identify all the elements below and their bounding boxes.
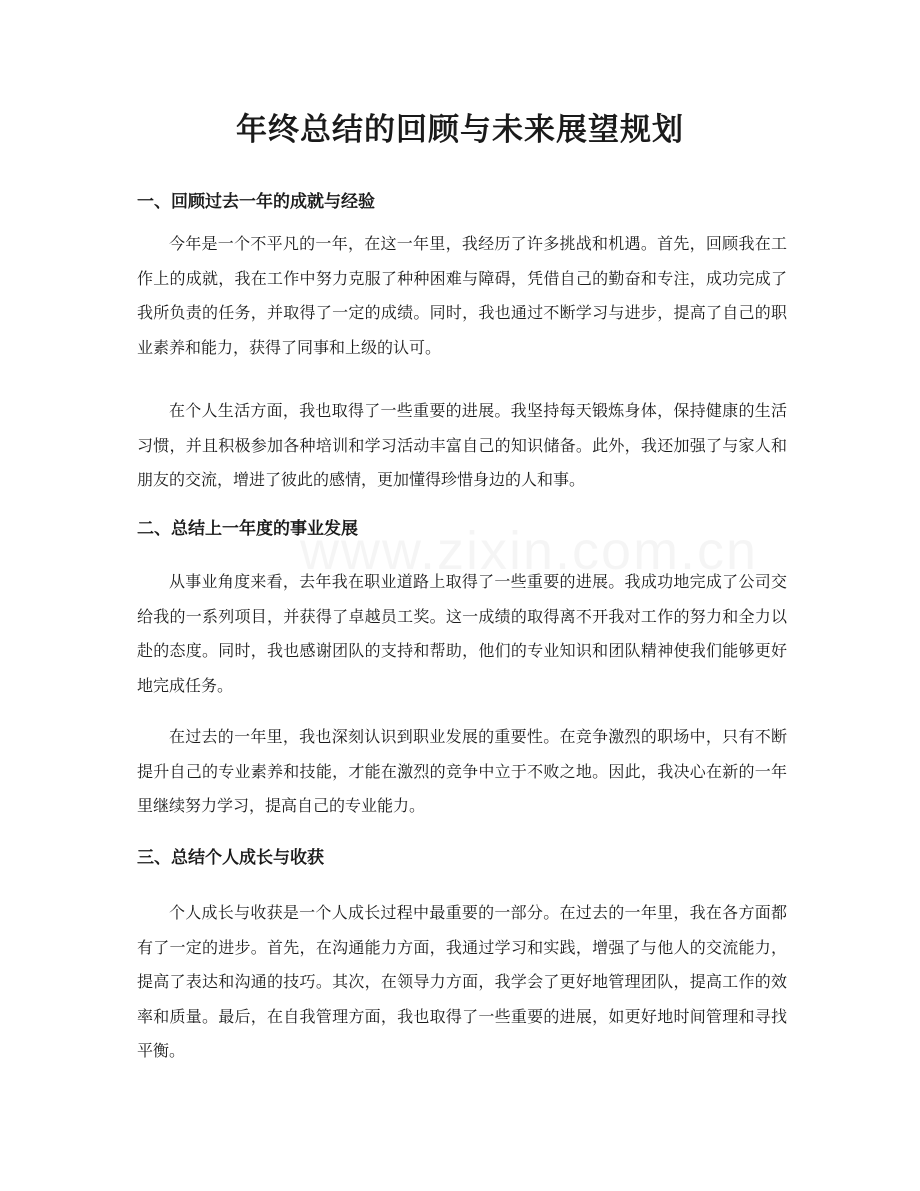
section-1-paragraph-2: 在个人生活方面，我也取得了一些重要的进展。我坚持每天锻炼身体，保持健康的生活习惯，并且积极参加各种培训和学习活动丰富自己的知识储备。此外，我还加强了与家人和朋友的交流，增进了彼此的感情，更加懂得珍惜身边的人和事。 bbox=[137, 401, 787, 489]
page-title: 年终总结的回顾与未来展望规划 bbox=[236, 112, 684, 148]
section-1-paragraph-1: 今年是一个不平凡的一年，在这一年里，我经历了许多挑战和机遇。首先，回顾我在工作上的成就，我在工作中努力克服了种种困难与障碍，凭借自己的勤奋和专注，成功完成了我所负责的任务，并取得了一定的成绩。同时，我也通过不断学习与进步，提高了自己的职业素养和能力，获得了同事和上级的认可。 bbox=[137, 234, 787, 357]
section-2-paragraph-1: 从事业角度来看，去年我在职业道路上取得了一些重要的进展。我成功地完成了公司交给我的一系列项目，并获得了卓越员工奖。这一成绩的取得离不开我对工作的努力和全力以赴的态度。同时，我也感谢团队的支持和帮助，他们的专业知识和团队精神使我们能够更好地完成任务。 bbox=[137, 572, 787, 695]
section-3-paragraph-1: 个人成长与收获是一个人成长过程中最重要的一部分。在过去的一年里，我在各方面都有了一定的进步。首先，在沟通能力方面，我通过学习和实践，增强了与他人的交流能力，提高了表达和沟通的技巧。其次，在领导力方面，我学会了更好地管理团队，提高工作的效率和质量。最后，在自我管理方面，我也取得了一些重要的进展，如更好地时间管理和寻找平衡。 bbox=[137, 903, 787, 1060]
section-heading-2: 二、总结上一年度的事业发展 bbox=[137, 519, 358, 539]
section-2-paragraph-2: 在过去的一年里，我也深刻认识到职业发展的重要性。在竞争激烈的职场中，只有不断提升自己的专业素养和技能，才能在激烈的竞争中立于不败之地。因此，我决心在新的一年里继续努力学习，提高自己的专业能力。 bbox=[137, 727, 787, 815]
section-heading-3: 三、总结个人成长与收获 bbox=[137, 848, 324, 868]
section-heading-1: 一、回顾过去一年的成就与经验 bbox=[137, 192, 375, 212]
